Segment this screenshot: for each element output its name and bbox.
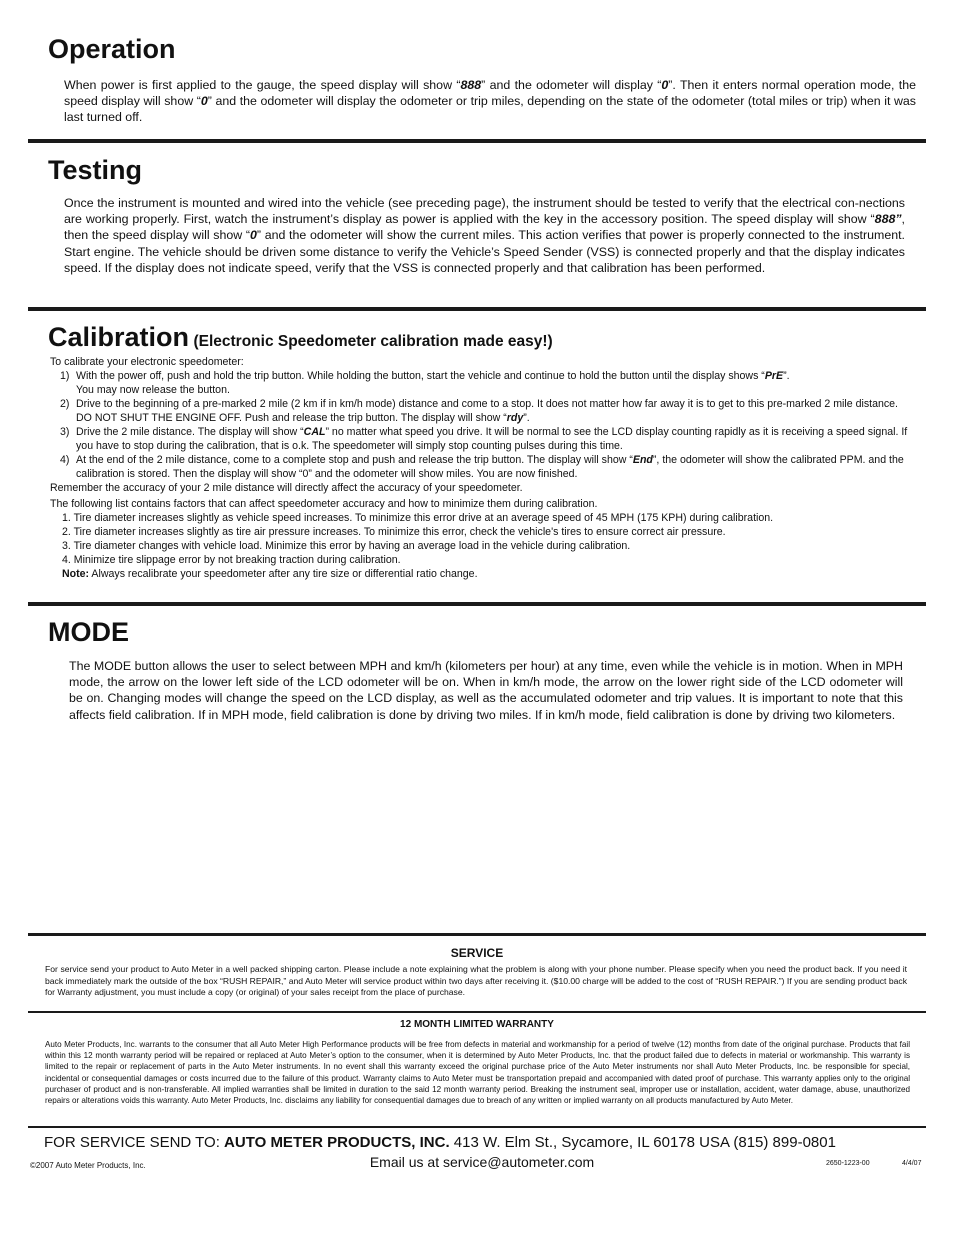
testing-heading: Testing bbox=[48, 155, 142, 185]
testing-paragraph: Once the instrument is mounted and wired into the vehicle (see preceding page), the instrument should be tested to verify that the electrical con-nections are working properly. First, watch the instrument’s display as power is applied with the key in the accessory position. The speed display will show “888”, then the speed display will show “0” and the odometer will show the current miles. This action verifies that power is properly connected to the instrument. Start engine. The vehicle should be driven some distance to verify the Vehicle’s Speed Sender (VSS) is connected properly and that the display indicates speed. If the display does not indicate speed, verify that the VSS is connected properly and that calibration has been performed. bbox=[64, 196, 905, 275]
calibration-remember: Remember the accuracy of your 2 mile distance will directly affect the accuracy of your speedometer. bbox=[50, 482, 523, 494]
factor-item: 4. Minimize tire slippage error by not breaking traction during calibration. bbox=[62, 554, 401, 566]
company-name: AUTO METER PRODUCTS, INC. bbox=[224, 1134, 450, 1151]
operation-heading: Operation bbox=[48, 34, 176, 64]
operation-paragraph: When power is first applied to the gauge, the speed display will show “888” and the odometer will display “0”. Then it enters normal operation mode, the speed display will show “0” and the odometer will display the odometer or trip miles, depending on the state of the odometer (total miles or trip) when it was last turned off. bbox=[64, 78, 916, 125]
calibration-step-3: 3) Drive the 2 mile distance. The display will show “CAL” no matter what speed you drive. It will be normal to see the LCD display counting rapidly as it is receiving a speed signal. If you have to stop during the calibration, that is o.k. The speedometer will simply stop counting pulses during this time. bbox=[60, 426, 908, 452]
service-address-line: FOR SERVICE SEND TO: AUTO METER PRODUCTS, INC. 413 W. Elm St., Sycamore, IL 60178 USA (815) 899-0801 bbox=[44, 1134, 836, 1151]
mode-heading: MODE bbox=[48, 617, 129, 647]
factor-item: 2. Tire diameter increases slightly as tire air pressure increases. To minimize this error, check the vehicle's tires to ensure correct air pressure. bbox=[62, 526, 726, 538]
calibration-instructions bbox=[50, 355, 916, 581]
lcd-cal: CAL bbox=[303, 426, 326, 438]
mode-paragraph: The MODE button allows the user to select between MPH and km/h (kilometers per hour) at any time, even while the vehicle is in motion. When in MPH mode, the arrow on the lower left side of the LCD odometer will be on. When in km/h mode, the arrow on the lower right side of the LCD odometer will be on. Changing modes will change the speed on the LCD display, as well as the accumulated odometer and trip values. It is important to note that this affects field calibration. If in MPH mode, field calibration is done by driving two miles. If in km/h mode, field calibration is done by driving two kilometers. bbox=[69, 659, 903, 722]
section-divider bbox=[28, 139, 926, 143]
lcd-pre: PrE bbox=[764, 370, 784, 382]
calibration-note: Note: Always recalibrate your speedometer after any tire size or differential ratio change. bbox=[62, 568, 478, 580]
service-email: Email us at service@autometer.com bbox=[369, 1154, 595, 1170]
factor-item: 1. Tire diameter increases slightly as vehicle speed increases. To minimize this error drive at an average speed of 45 MPH (175 KPH) during calibration. bbox=[62, 512, 774, 524]
calibration-step-4: 4) At the end of the 2 mile distance, come to a complete stop and push and release the trip button. The display will show “End”, the odometer will show the calibrated PPM. and the calibration is stored. Then the display will show “0” and the odometer will show miles. You are now finished. bbox=[60, 454, 904, 480]
section-divider bbox=[28, 602, 926, 606]
section-divider bbox=[28, 307, 926, 311]
calibration-step-2: 2) Drive to the beginning of a pre-marked 2 mile (2 km if in km/h mode) distance and come to a stop. It does not matter how far away it is to get to this pre-marked 2 mile distance. DO NOT SHUT THE ENGINE OFF. Push and release the trip button. The display will show “rdy”. bbox=[60, 398, 898, 424]
revision-date: 4/4/07 bbox=[902, 1160, 922, 1167]
warranty-heading: 12 MONTH LIMITED WARRANTY bbox=[400, 1019, 554, 1030]
section-divider bbox=[28, 1011, 926, 1013]
lcd-rdy: rdy bbox=[506, 412, 524, 424]
warranty-paragraph: Auto Meter Products, Inc. warrants to the consumer that all Auto Meter High Performance products will be free from defects in material and workmanship for a period of twelve (12) months from date of the original purchase. Products that fail within this 12 month warranty period will be repaired or replaced at Auto Meter’s option to the consumer, when it is determined by Auto Meter Products, Inc. that the product failed due to defects in material or workmanship. This warranty is limited to the repair or replacement of parts in the Auto Meter instruments. In no event shall this warranty exceed the original purchase price of the Auto Meter instruments nor shall Auto Meter Products, Inc. be responsible for special, incidental or consequential damages or costs incurred due to the failure of this product. Warranty claims to Auto Meter must be transportation prepaid and accompanied with dated proof of purchase. This warranty applies only to the original purchaser of product and is non-transferable. All implied warranties shall be limited in duration to the said 12 month warranty period. Breaking the instrument seal, improper use or installation, accident, water damage, abuse, unauthorized repairs or alterations voids this warranty. Auto Meter Products, Inc. disclaims any liability for consequential damages due to breach of any written or implied warranty on all products manufactured by Auto Meter. bbox=[45, 1040, 910, 1106]
service-paragraph: For service send your product to Auto Meter in a well packed shipping carton. Please include a note explaining what the problem is along with your phone number. Please specify when you need the product back. If you need it back immediately mark the outside of the box “RUSH REPAIR,” and Auto Meter will service product within two days after receiving it. ($10.00 charge will be added to the cost of “RUSH REPAIR.”) If you are sending product back for Warranty adjustment, you must include a copy (or original) of your sales receipt from the place of purchase. bbox=[45, 964, 907, 998]
calibration-step-1: 1) With the power off, push and hold the trip button. While holding the button, start the vehicle and continue to hold the button until the display shows “PrE”. You may now release the button. bbox=[60, 370, 790, 396]
lcd-888: 888” bbox=[874, 212, 902, 227]
lcd-zero: 0 bbox=[200, 94, 208, 109]
copyright: ©2007 Auto Meter Products, Inc. bbox=[30, 1161, 146, 1170]
calibration-subtitle: (Electronic Speedometer calibration made easy!) bbox=[193, 333, 553, 350]
section-divider bbox=[28, 1126, 926, 1128]
service-heading: SERVICE bbox=[450, 946, 504, 960]
calibration-heading: Calibration (Electronic Speedometer calibration made easy!) bbox=[48, 322, 553, 352]
calibration-intro: To calibrate your electronic speedometer: bbox=[50, 356, 244, 368]
part-number: 2650-1223-00 bbox=[826, 1160, 870, 1167]
lcd-888: 888 bbox=[460, 78, 482, 92]
factors-intro: The following list contains factors that can affect speedometer accuracy and how to minimize them during calibration. bbox=[50, 498, 598, 510]
section-divider bbox=[28, 933, 926, 936]
lcd-end: End bbox=[632, 454, 653, 466]
lcd-zero: 0 bbox=[249, 228, 257, 243]
factor-item: 3. Tire diameter changes with vehicle load. Minimize this error by having an average load in the vehicle during calibration. bbox=[62, 540, 631, 552]
lcd-zero: 0 bbox=[661, 78, 669, 92]
